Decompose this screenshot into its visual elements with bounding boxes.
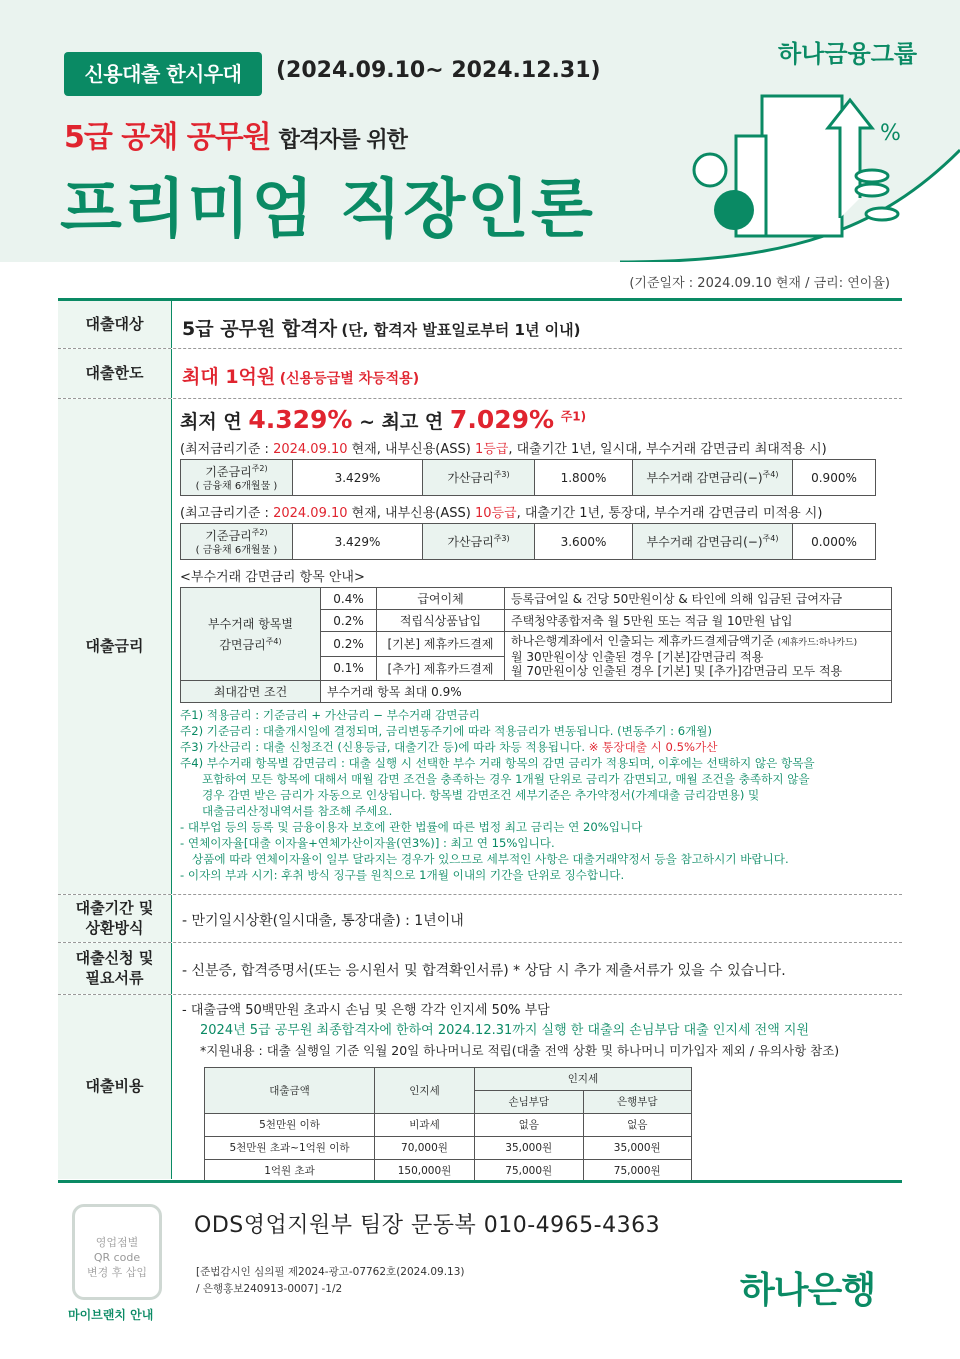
cost-line1: - 대출금액 50백만원 초과시 손님 및 은행 각각 인지세 50% 부담	[182, 1003, 550, 1018]
stamp-tax-table: 대출금액 인지세 인지세 손님부담 은행부담 5천만원 이하 비과세 없음 없음 5천만원 초과~1억원 이하 70,000원 35,000원 35,000원 1억원 초과 150,000원 75,000원 75,000원	[204, 1067, 692, 1183]
max-rate-table: 기준금리$^{주2)}$ ( 금융채 6개월물 ) 3.429% 가산금리$^{주3)}$ 3.600% 부수거래 감면금리$(-)^{주4)}$ 0.000%	[180, 523, 876, 560]
discount-guide: <부수거래 감면금리 항목 안내>	[180, 570, 365, 585]
cost-line2: 2024년 5급 공무원 최종합격자에 한하여 2024.12.31까지 실행 한 대출의 손님부담 대출 인지세 전액 지원	[200, 1023, 810, 1038]
row-term	[58, 895, 902, 943]
table-row: 1억원 초과 150,000원 75,000원 75,000원	[205, 1160, 692, 1183]
svg-text:%: %	[880, 121, 901, 146]
row-cost	[58, 995, 902, 1179]
min-rate: 4.329%	[248, 405, 353, 434]
hana-bank-logo: 하나은행	[740, 1270, 876, 1311]
row-limit	[58, 349, 902, 399]
max-basis: (최고금리기준 : 2024.09.10 현재, 내부신용(ASS) 10등급, 대출기간 1년, 통장대, 부수거래 감면금리 미적용 시)	[180, 506, 823, 521]
subtitle-red: 5급 공채 공무원	[64, 120, 271, 155]
label-target: 대출대상	[58, 301, 172, 348]
label-term: 대출기간 및 상환방식	[75, 899, 154, 937]
promo-period: (2024.09.10~ 2024.12.31)	[276, 58, 601, 83]
subtitle-black: 합격자를 위한	[278, 128, 407, 153]
limit-note: (신용등급별 차등적용)	[279, 371, 420, 387]
label-limit: 대출한도	[58, 349, 172, 398]
loan-info-table	[58, 298, 902, 1179]
subtitle	[64, 112, 407, 156]
docs-value: - 신분증, 합격증명서(또는 응시원서 및 합격확인서류) * 상담 시 추가 제출서류가 있을 수 있습니다.	[182, 963, 786, 979]
mybranch-label: 마이브랜치 안내	[68, 1308, 154, 1322]
min-rate-table: 기준금리$^{주2)}$ ( 금융채 6개월물 ) 3.429% 가산금리$^{주3)}$ 1.800% 부수거래 감면금리$(-)^{주4)}$ 0.900%	[180, 459, 876, 496]
table-row: 5천만원 이하 비과세 없음 없음	[205, 1114, 692, 1137]
target-value: 5급 공무원 합격자	[182, 318, 337, 340]
discount-table: 부수거래 항목별 감면금리$^{주4)}$ 0.4% 급여이체 등록급여일 & 건당 50만원이상 & 타인에 의해 입금된 급여자금 0.2% 적립식상품납입 주택청약종합저축 월 5만원 또는 적금 월 10만원 납입 0.2% [기본] 제휴카드결제 하나은행계좌에서 인출되는 제휴카드결제금액기준 (제휴카드:하나카드) 월 30만원이상 인출된 경우 [기본]감면금리 적용 월 70만원이상 인출된 경우 [기본] 및 [추가]감면금리 모두 적용 0.1% [추가] 제휴카드결제 최대감면 조건 부수거래 항목 최대 0.9%	[180, 587, 892, 703]
basis-note: (기준일자 : 2024.09.10 현재 / 금리: 연이율)	[629, 276, 890, 291]
term-value: - 만기일시상환(일시대출, 통장대출) : 1년이내	[182, 913, 464, 929]
row-docs	[58, 943, 902, 995]
row-target	[58, 301, 902, 349]
footer-divider	[58, 1180, 902, 1183]
page-title: 프리미엄 직장인론	[60, 173, 595, 247]
label-cost: 대출비용	[58, 995, 172, 1179]
cost-line3: *지원내용 : 대출 실행일 기준 익월 20일 하나머니로 적립(대출 전액 상환 및 하나머니 미가입자 제외 / 유의사항 참조)	[200, 1043, 840, 1058]
table-row: 5천만원 초과~1억원 이하 70,000원 35,000원 35,000원	[205, 1137, 692, 1160]
contact-info: ODS영업지원부 팀장 문동복 010-4965-4363	[194, 1213, 661, 1238]
limit-value: 최대 1억원	[182, 366, 276, 388]
rate-notes: 주1) 적용금리 : 기준금리 + 가산금리 − 부수거래 감면금리 주2) 기준금리 : 대출개시일에 결정되며, 금리변동주기에 따라 적용금리가 변동됩니다. (변동주기 : 6개월) 주3) 가산금리 : 대출 신청조건 (신용등급, 대출기간 등)에 따라 차등 적용됩니다. ※ 통장대출 시 0.5%가산 주4) 부수거래 항목별 감면금리 : 대출 실행 시 선택한 부수 거래 항목의 감면 금리가 적용되며, 이후에는 선택하지 않은 항목을 포함하여 모든 항목에 대해서 매월 감면 조건을 충족하는 경우 1개월 단위로 금리가 감면되고, 매월 조건을 충족하지 않을 경우 감면 받은 금리가 자동으로 인상됩니다. 항목별 감면조건 세부기준은 추가약정서(가계대출 금리감면용) 및 대출금리산정내역서를 참조해 주세요. - 대부업 등의 등록 및 금융이용자 보호에 관한 법률에 따른 법정 최고 금리는 연 20%입니다 - 연체이자율[대출 이자율+연체가산이자율(연3%)] : 최고 연 15%입니다. 상품에 따라 연체이자율이 일부 달라지는 경우가 있으므로 세부적인 사항은 대출거래약정서 등을 참고하시기 바랍니다. - 이자의 부과 시기: 후취 방식 징구를 원칙으로 1개월 이내의 기간을 단위로 징수합니다.	[180, 708, 815, 882]
target-note: (단, 합격자 발표일로부터 1년 이내)	[341, 321, 581, 339]
hana-group-logo: 하나금융그룹	[778, 40, 918, 68]
label-rate: 대출금리	[58, 399, 172, 894]
legal-notice: [준법감시인 심의필 제2024-광고-07762호(2024.09.13) / 은행홍보240913-0007] -1/2	[196, 1266, 465, 1295]
min-basis: (최저금리기준 : 2024.09.10 현재, 내부신용(ASS) 1등급, 대출기간 1년, 일시대, 부수거래 감면금리 최대적용 시)	[180, 442, 827, 457]
row-rate	[58, 399, 902, 895]
qr-code-placeholder: 영업점별 QR code 변경 후 삽입	[72, 1204, 162, 1300]
label-docs: 대출신청 및 필요서류	[75, 949, 154, 987]
rate-headline: 최저 연 4.329% ~ 최고 연 7.029% $^{주1)}$	[180, 405, 587, 434]
max-rate: 7.029%	[449, 405, 555, 434]
promo-badge: 신용대출 한시우대	[64, 52, 262, 96]
building-illustration-icon	[690, 78, 920, 238]
